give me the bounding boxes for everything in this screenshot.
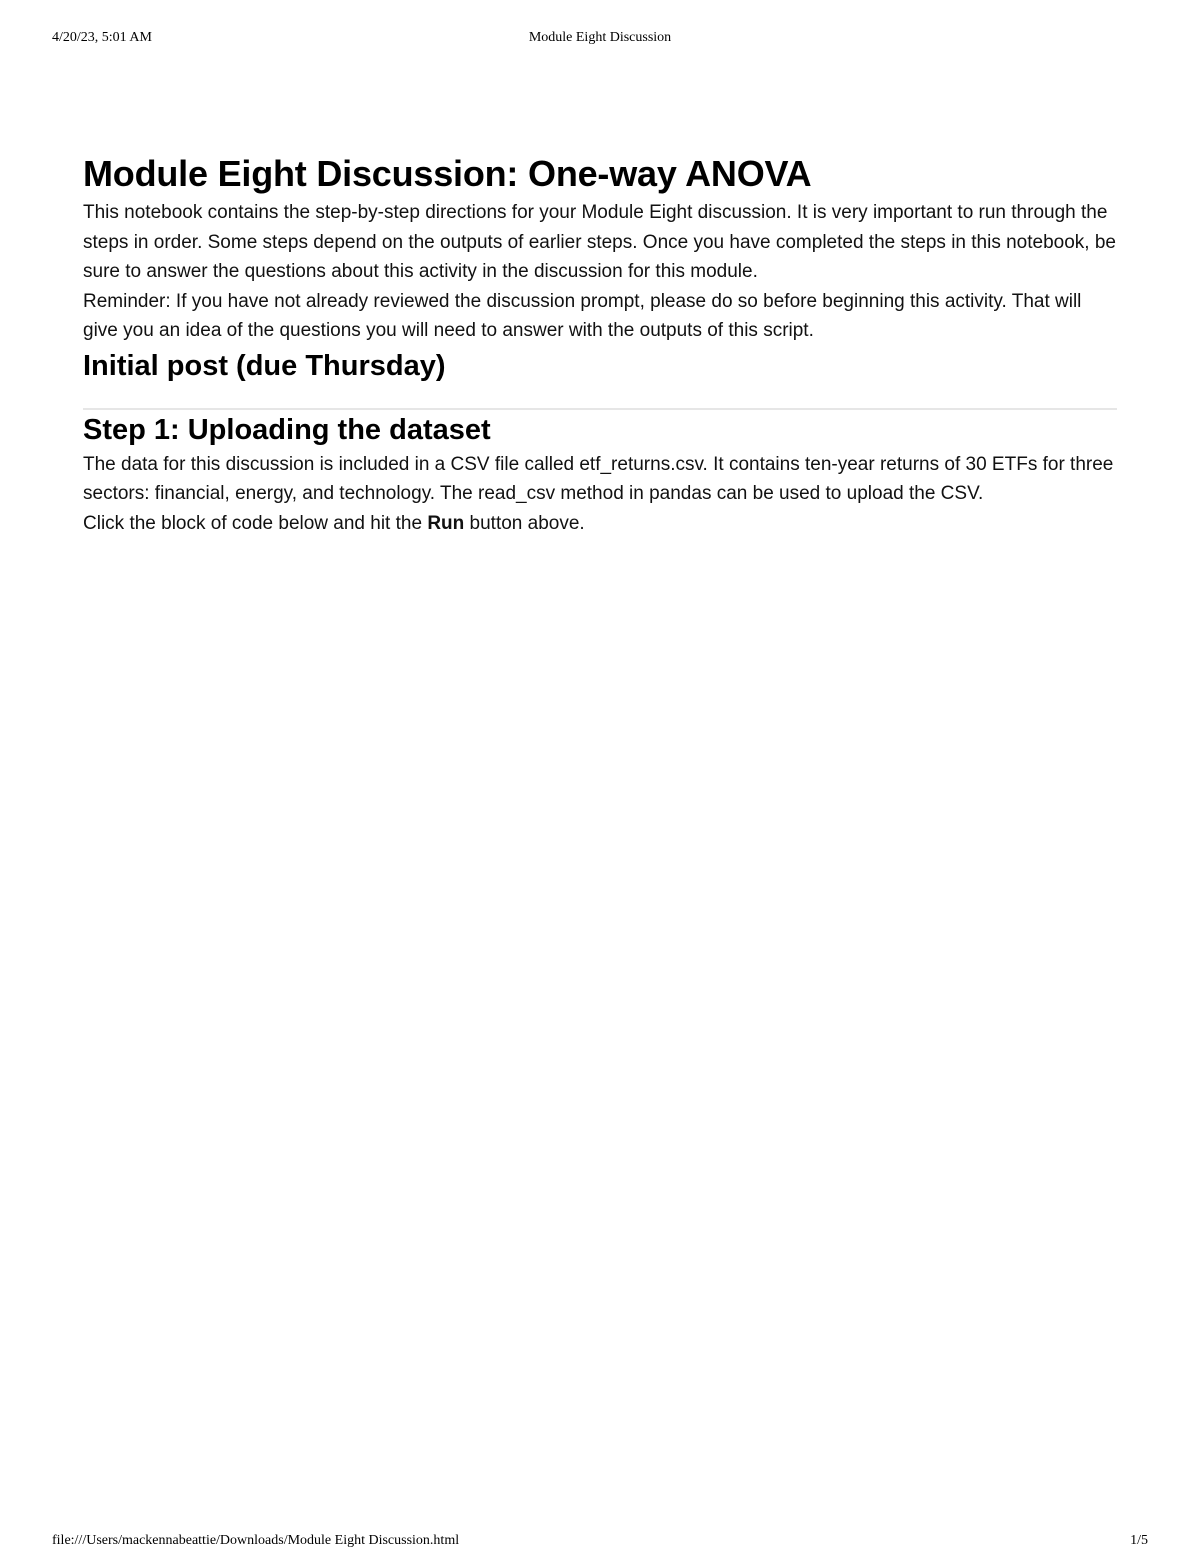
step1-heading: Step 1: Uploading the dataset xyxy=(83,413,491,446)
run-keyword: Run xyxy=(427,512,465,534)
step1-paragraph: The data for this discussion is included in a CSV file called etf_returns.csv. It contains ten-year returns of 30 ETFs for three sectors: financial, energy, and technology. The read_csv method in pandas can be used to upload the CSV. xyxy=(83,453,1114,504)
print-page-title: Module Eight Discussion xyxy=(528,30,672,45)
initial-post-heading: Initial post (due Thursday) xyxy=(83,349,446,382)
step1-instruction xyxy=(83,509,1117,539)
document-title: Module Eight Discussion: One-way ANOVA xyxy=(83,153,812,194)
print-page-number: 1/5 xyxy=(1130,1533,1148,1548)
print-header xyxy=(52,30,1148,50)
print-file-path: file:///Users/mackennabeattie/Downloads/Module Eight Discussion.html xyxy=(52,1533,460,1548)
notebook-content xyxy=(83,150,1117,538)
instruction-suffix: button above. xyxy=(464,512,585,534)
reminder-paragraph: Reminder: If you have not already reviewed the discussion prompt, please do so before beginning this activity. That will give you an idea of the questions you will need to answer with the outputs of this script. xyxy=(83,290,1082,341)
print-datetime: 4/20/23, 5:01 AM xyxy=(52,30,152,45)
intro-paragraph: This notebook contains the step-by-step directions for your Module Eight discussion. It is very important to run through the steps in order. Some steps depend on the outputs of earlier steps. Once you have completed the steps in this notebook, be sure to answer the questions about this activity in the discussion for this module. xyxy=(83,202,1116,282)
print-footer xyxy=(52,1533,1148,1553)
instruction-prefix: Click the block of code below and hit the xyxy=(83,512,428,534)
